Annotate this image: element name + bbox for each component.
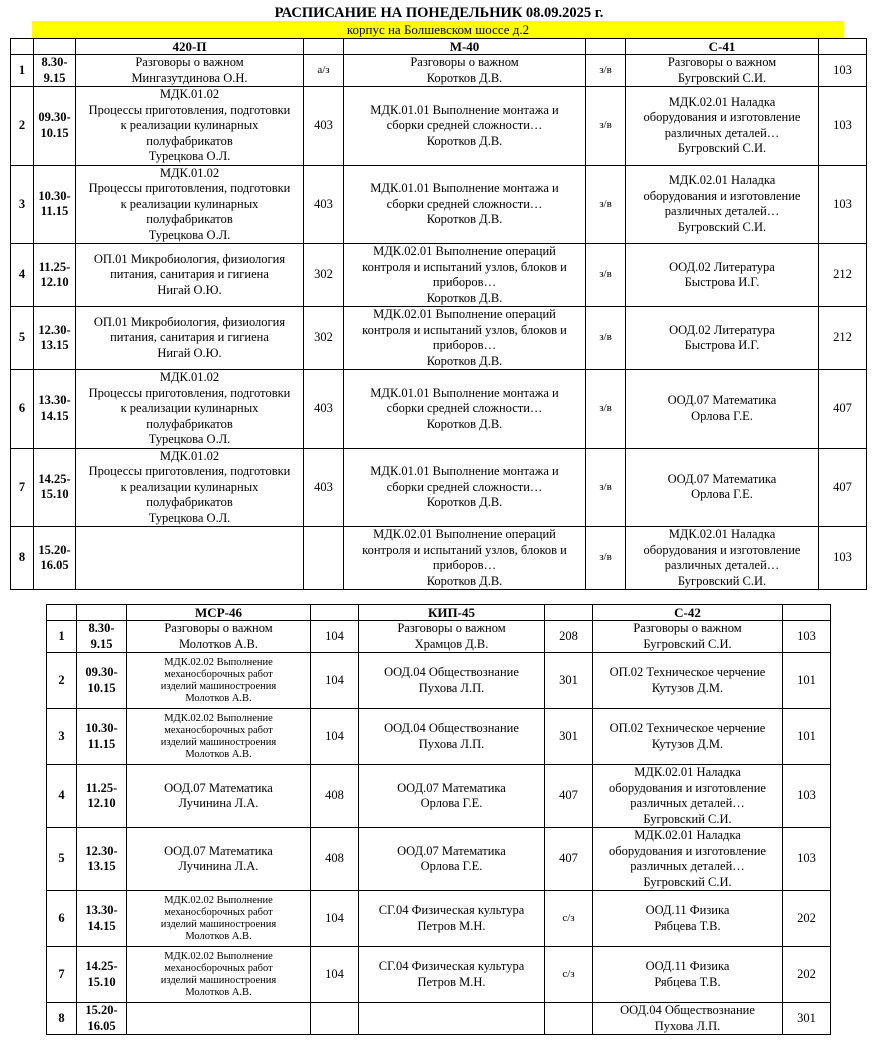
room-cell: 104 xyxy=(311,891,359,947)
room-cell: 212 xyxy=(819,307,867,370)
room-cell: 202 xyxy=(783,891,831,947)
lesson-number: 3 xyxy=(11,165,34,244)
lesson-number: 6 xyxy=(11,370,34,449)
lesson-cell: МДК.01.01 Выполнение монтажа и сборки средней сложности… Коротков Д.В. xyxy=(344,448,586,527)
lesson-number: 2 xyxy=(47,653,77,709)
room-cell: 407 xyxy=(545,828,593,891)
room-cell: з/в xyxy=(586,165,626,244)
group-header: КИП-45 xyxy=(359,605,545,621)
lesson-cell: ООД.04 Обществознание Пухова Л.П. xyxy=(359,709,545,765)
room-cell: 301 xyxy=(545,653,593,709)
table-row xyxy=(47,828,831,891)
table-row xyxy=(11,307,867,370)
lesson-cell: МДК.01.01 Выполнение монтажа и сборки средней сложности… Коротков Д.В. xyxy=(344,87,586,166)
lesson-cell: ОП.02 Техническое черчение Кутузов Д.М. xyxy=(593,653,783,709)
room-cell: з/в xyxy=(586,55,626,87)
room-cell: з/в xyxy=(586,527,626,590)
room-cell: 403 xyxy=(304,165,344,244)
lesson-cell: Разговоры о важном Мингазутдинова О.Н. xyxy=(76,55,304,87)
lesson-cell: МДК.02.01 Выполнение операций контроля и испытаний узлов, блоков и приборов… Коротков Д.В. xyxy=(344,307,586,370)
schedule-table-2 xyxy=(46,604,831,1035)
lesson-number: 2 xyxy=(11,87,34,166)
room-cell: 103 xyxy=(783,765,831,828)
room-cell: 101 xyxy=(783,709,831,765)
room-cell: 403 xyxy=(304,370,344,449)
room-cell: с/з xyxy=(545,891,593,947)
lesson-time: 12.30- 13.15 xyxy=(34,307,76,370)
lesson-cell: ООД.07 Математика Орлова Г.Е. xyxy=(359,765,545,828)
lesson-number: 8 xyxy=(47,1003,77,1035)
header-blank-time xyxy=(77,605,127,621)
room-cell xyxy=(545,1003,593,1035)
room-header-blank xyxy=(819,39,867,55)
lesson-cell: ООД.07 Математика Орлова Г.Е. xyxy=(626,448,819,527)
lesson-cell: МДК.01.02 Процессы приготовления, подготовки к реализации кулинарных полуфабрикатов Турецкова О.Л. xyxy=(76,87,304,166)
lesson-time: 13.30- 14.15 xyxy=(77,891,127,947)
lesson-cell: МДК.01.02 Процессы приготовления, подготовки к реализации кулинарных полуфабрикатов Турецкова О.Л. xyxy=(76,165,304,244)
room-cell: с/з xyxy=(545,947,593,1003)
room-header-blank xyxy=(545,605,593,621)
lesson-cell: СГ.04 Физическая культура Петров М.Н. xyxy=(359,947,545,1003)
lesson-time: 10.30- 11.15 xyxy=(77,709,127,765)
table-row xyxy=(11,165,867,244)
page-title: РАСПИСАНИЕ НА ПОНЕДЕЛЬНИК 08.09.2025 г. xyxy=(274,5,604,21)
table-row xyxy=(47,891,831,947)
room-cell: з/в xyxy=(586,370,626,449)
lesson-cell xyxy=(127,1003,311,1035)
lesson-number: 4 xyxy=(11,244,34,307)
table-row xyxy=(11,244,867,307)
header-blank-num xyxy=(11,39,34,55)
lesson-cell: МДК.01.01 Выполнение монтажа и сборки средней сложности… Коротков Д.В. xyxy=(344,370,586,449)
room-cell: 103 xyxy=(819,55,867,87)
room-cell xyxy=(304,527,344,590)
header-blank-num xyxy=(47,605,77,621)
lesson-cell: МДК.01.02 Процессы приготовления, подготовки к реализации кулинарных полуфабрикатов Турецкова О.Л. xyxy=(76,370,304,449)
room-cell: 104 xyxy=(311,653,359,709)
lesson-cell: ООД.07 Математика Орлова Г.Е. xyxy=(359,828,545,891)
lesson-cell: МДК.02.02 Выполнение механосборочных работ изделий машиностроения Молотков А.В. xyxy=(127,947,311,1003)
lesson-cell: ООД.02 Литература Быстрова И.Г. xyxy=(626,307,819,370)
lesson-time: 14.25- 15.10 xyxy=(77,947,127,1003)
lesson-cell: МДК.02.02 Выполнение механосборочных работ изделий машиностроения Молотков А.В. xyxy=(127,891,311,947)
room-cell: 103 xyxy=(783,828,831,891)
lesson-time: 11.25- 12.10 xyxy=(34,244,76,307)
lesson-cell: МДК.02.01 Наладка оборудования и изготовление различных деталей… Бугровский С.И. xyxy=(593,828,783,891)
lesson-cell: ООД.07 Математика Орлова Г.Е. xyxy=(626,370,819,449)
room-cell: 403 xyxy=(304,448,344,527)
room-cell: 212 xyxy=(819,244,867,307)
lesson-time: 13.30- 14.15 xyxy=(34,370,76,449)
lesson-time: 09.30- 10.15 xyxy=(34,87,76,166)
lesson-number: 6 xyxy=(47,891,77,947)
room-cell: з/в xyxy=(586,448,626,527)
room-cell: 103 xyxy=(819,527,867,590)
room-cell: з/в xyxy=(586,87,626,166)
lesson-cell xyxy=(76,527,304,590)
room-cell: 407 xyxy=(545,765,593,828)
room-cell: 103 xyxy=(819,165,867,244)
room-cell: 408 xyxy=(311,828,359,891)
lesson-cell: МДК.01.02 Процессы приготовления, подготовки к реализации кулинарных полуфабрикатов Турецкова О.Л. xyxy=(76,448,304,527)
room-cell: а/з xyxy=(304,55,344,87)
lesson-number: 5 xyxy=(47,828,77,891)
lesson-time: 15.20- 16.05 xyxy=(77,1003,127,1035)
header-blank-time xyxy=(34,39,76,55)
lesson-number: 8 xyxy=(11,527,34,590)
group-header: МСР-46 xyxy=(127,605,311,621)
room-cell: з/в xyxy=(586,244,626,307)
room-cell: 301 xyxy=(783,1003,831,1035)
table-row xyxy=(11,87,867,166)
lesson-cell: ООД.07 Математика Лучинина Л.А. xyxy=(127,765,311,828)
table-row xyxy=(11,55,867,87)
room-cell: 103 xyxy=(783,621,831,653)
room-cell: 302 xyxy=(304,244,344,307)
table-row xyxy=(47,709,831,765)
lesson-cell: ООД.04 Обществознание Пухова Л.П. xyxy=(593,1003,783,1035)
lesson-cell: ООД.02 Литература Быстрова И.Г. xyxy=(626,244,819,307)
table-row xyxy=(47,765,831,828)
header-row xyxy=(11,39,867,55)
group-header: С-42 xyxy=(593,605,783,621)
lesson-time: 14.25- 15.10 xyxy=(34,448,76,527)
lesson-time: 09.30- 10.15 xyxy=(77,653,127,709)
room-cell: 302 xyxy=(304,307,344,370)
lesson-time: 12.30- 13.15 xyxy=(77,828,127,891)
room-cell: 202 xyxy=(783,947,831,1003)
lesson-number: 1 xyxy=(11,55,34,87)
table-row xyxy=(47,1003,831,1035)
lesson-cell: ОП.02 Техническое черчение Кутузов Д.М. xyxy=(593,709,783,765)
schedule-table-1 xyxy=(10,38,867,590)
table-row xyxy=(11,527,867,590)
lesson-cell: ООД.11 Физика Рябцева Т.В. xyxy=(593,947,783,1003)
lesson-cell: Разговоры о важном Бугровский С.И. xyxy=(626,55,819,87)
room-cell: 104 xyxy=(311,947,359,1003)
lesson-cell: Разговоры о важном Храмцов Д.В. xyxy=(359,621,545,653)
lesson-time: 8.30- 9.15 xyxy=(34,55,76,87)
room-header-blank xyxy=(586,39,626,55)
room-cell: 301 xyxy=(545,709,593,765)
group-header: С-41 xyxy=(626,39,819,55)
lesson-time: 10.30- 11.15 xyxy=(34,165,76,244)
lesson-time: 11.25- 12.10 xyxy=(77,765,127,828)
table-row xyxy=(47,653,831,709)
lesson-cell: МДК.02.01 Наладка оборудования и изготовление различных деталей… Бугровский С.И. xyxy=(626,165,819,244)
lesson-cell: МДК.02.02 Выполнение механосборочных работ изделий машиностроения Молотков А.В. xyxy=(127,653,311,709)
room-cell: 403 xyxy=(304,87,344,166)
room-header-blank xyxy=(304,39,344,55)
lesson-cell: Разговоры о важном Бугровский С.И. xyxy=(593,621,783,653)
lesson-cell: МДК.02.02 Выполнение механосборочных работ изделий машиностроения Молотков А.В. xyxy=(127,709,311,765)
lesson-cell: МДК.02.01 Наладка оборудования и изготовление различных деталей… Бугровский С.И. xyxy=(593,765,783,828)
room-cell: 407 xyxy=(819,370,867,449)
lesson-cell: МДК.01.01 Выполнение монтажа и сборки средней сложности… Коротков Д.В. xyxy=(344,165,586,244)
lesson-time: 8.30- 9.15 xyxy=(77,621,127,653)
lesson-number: 4 xyxy=(47,765,77,828)
lesson-cell: ОП.01 Микробиология, физиология питания, санитария и гигиена Нигай О.Ю. xyxy=(76,244,304,307)
room-cell: з/в xyxy=(586,307,626,370)
lesson-cell: Разговоры о важном Молотков А.В. xyxy=(127,621,311,653)
table-row xyxy=(11,370,867,449)
lesson-number: 1 xyxy=(47,621,77,653)
lesson-cell: ООД.11 Физика Рябцева Т.В. xyxy=(593,891,783,947)
table-row xyxy=(47,947,831,1003)
lesson-cell: МДК.02.01 Выполнение операций контроля и испытаний узлов, блоков и приборов… Коротков Д.В. xyxy=(344,244,586,307)
lesson-cell: ОП.01 Микробиология, физиология питания, санитария и гигиена Нигай О.Ю. xyxy=(76,307,304,370)
lesson-cell: Разговоры о важном Коротков Д.В. xyxy=(344,55,586,87)
room-header-blank xyxy=(311,605,359,621)
lesson-number: 7 xyxy=(11,448,34,527)
lesson-number: 7 xyxy=(47,947,77,1003)
room-cell: 104 xyxy=(311,709,359,765)
lesson-cell: СГ.04 Физическая культура Петров М.Н. xyxy=(359,891,545,947)
room-cell: 104 xyxy=(311,621,359,653)
room-cell: 208 xyxy=(545,621,593,653)
room-cell: 407 xyxy=(819,448,867,527)
group-header: 420-П xyxy=(76,39,304,55)
lesson-cell xyxy=(359,1003,545,1035)
lesson-cell: МДК.02.01 Выполнение операций контроля и испытаний узлов, блоков и приборов… Коротков Д.В. xyxy=(344,527,586,590)
room-header-blank xyxy=(783,605,831,621)
page-subtitle: корпус на Болшевском шоссе д.2 xyxy=(32,21,844,38)
room-cell: 103 xyxy=(819,87,867,166)
group-header: М-40 xyxy=(344,39,586,55)
lesson-cell: МДК.02.01 Наладка оборудования и изготовление различных деталей… Бугровский С.И. xyxy=(626,87,819,166)
lesson-cell: МДК.02.01 Наладка оборудования и изготовление различных деталей… Бугровский С.И. xyxy=(626,527,819,590)
lesson-cell: ООД.04 Обществознание Пухова Л.П. xyxy=(359,653,545,709)
lesson-number: 5 xyxy=(11,307,34,370)
room-cell xyxy=(311,1003,359,1035)
table-row xyxy=(47,621,831,653)
room-cell: 101 xyxy=(783,653,831,709)
table-row xyxy=(11,448,867,527)
room-cell: 408 xyxy=(311,765,359,828)
header-row xyxy=(47,605,831,621)
lesson-time: 15.20- 16.05 xyxy=(34,527,76,590)
lesson-number: 3 xyxy=(47,709,77,765)
lesson-cell: ООД.07 Математика Лучинина Л.А. xyxy=(127,828,311,891)
